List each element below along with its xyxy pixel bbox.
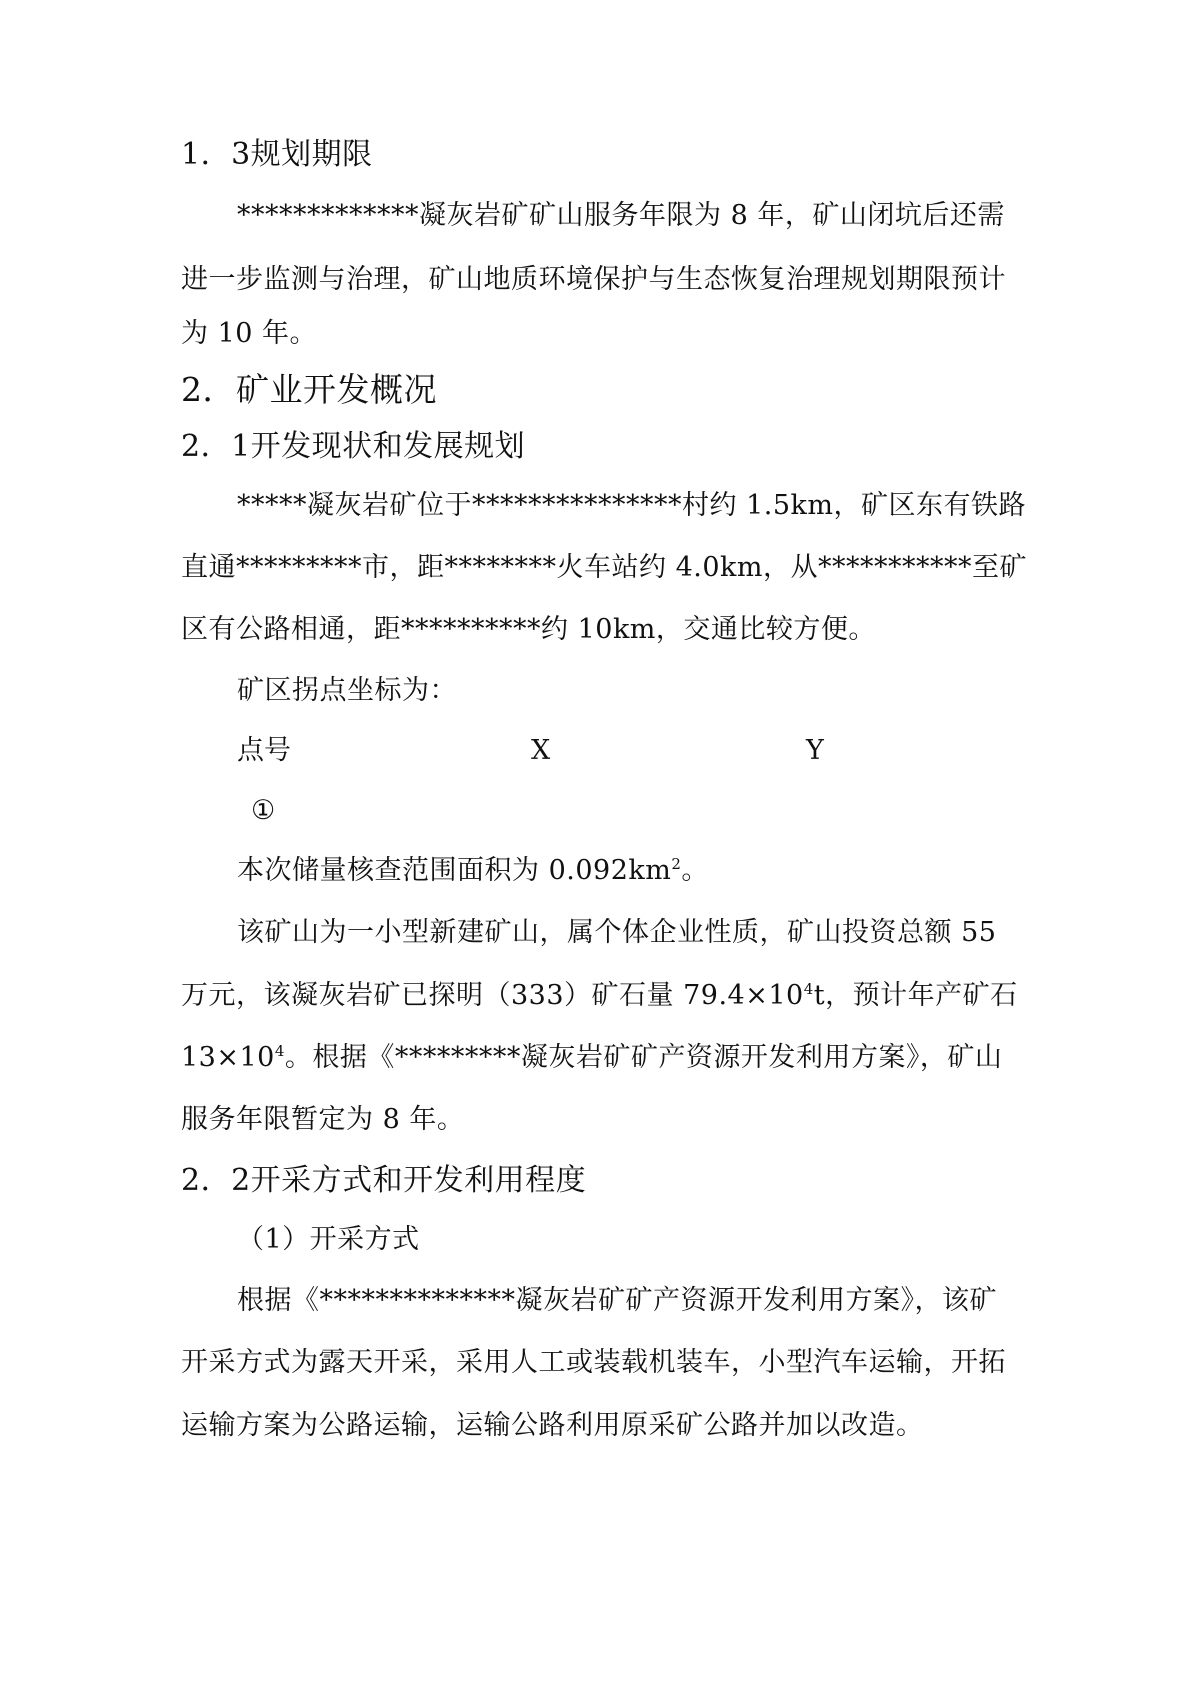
paragraph-line: 该矿山为一小型新建矿山，属个体企业性质，矿山投资总额 55 xyxy=(237,917,997,948)
coord-header-point: 点号 xyxy=(237,735,291,766)
superscript: 2 xyxy=(671,855,682,873)
superscript: 4 xyxy=(274,1042,285,1060)
paragraph-line xyxy=(181,1040,1002,1076)
paragraph-line: 运输方案为公路运输，运输公路利用原采矿公路并加以改造。 xyxy=(181,1410,924,1441)
superscript: 4 xyxy=(803,980,814,998)
paragraph-line: *************凝灰岩矿矿山服务年限为 8 年，矿山闭坑后还需 xyxy=(237,200,1005,231)
coordinate-intro: 矿区拐点坐标为： xyxy=(237,675,457,706)
text-fragment: 。根据《*********凝灰岩矿矿产资源开发利用方案》，矿山 xyxy=(284,1042,1003,1073)
paragraph-line xyxy=(181,978,1018,1014)
paragraph-line: 进一步监测与治理，矿山地质环境保护与生态恢复治理规划期限预计 xyxy=(181,264,1006,295)
text-fragment: 13×10 xyxy=(181,1042,275,1073)
paragraph-line: 根据《**************凝灰岩矿矿产资源开发利用方案》，该矿 xyxy=(237,1285,997,1316)
paragraph-line xyxy=(237,853,709,889)
section-heading-2-1: 2．1开发现状和发展规划 xyxy=(181,429,526,464)
coord-row-point: ① xyxy=(251,795,276,826)
paragraph-line: 直通*********市，距********火车站约 4.0km，从***********至矿 xyxy=(181,552,1027,583)
paragraph-line: 为 10 年。 xyxy=(181,318,318,349)
section-heading-2-2: 2．2开采方式和开发利用程度 xyxy=(181,1163,587,1198)
area-text-end: 。 xyxy=(681,855,709,886)
section-heading-1-3: 1．3规划期限 xyxy=(181,137,373,172)
paragraph-line: 服务年限暂定为 8 年。 xyxy=(181,1104,465,1135)
paragraph-line: 区有公路相通，距**********约 10km，交通比较方便。 xyxy=(181,614,876,645)
paragraph-line: 开采方式为露天开采，采用人工或装载机装车，小型汽车运输，开拓 xyxy=(181,1347,1006,1378)
section-heading-2: 2．矿业开发概况 xyxy=(181,370,437,409)
coord-header-y: Y xyxy=(806,735,824,766)
area-text: 本次储量核查范围面积为 0.092km xyxy=(237,855,672,886)
text-fragment: t，预计年产矿石 xyxy=(813,980,1018,1011)
coord-header-x: X xyxy=(531,735,551,766)
text-fragment: 万元，该凝灰岩矿已探明（333）矿石量 79.4×10 xyxy=(181,980,804,1011)
paragraph-line: *****凝灰岩矿位于***************村约 1.5km，矿区东有铁路 xyxy=(237,490,1026,521)
subsection-heading: （1）开采方式 xyxy=(237,1224,420,1255)
